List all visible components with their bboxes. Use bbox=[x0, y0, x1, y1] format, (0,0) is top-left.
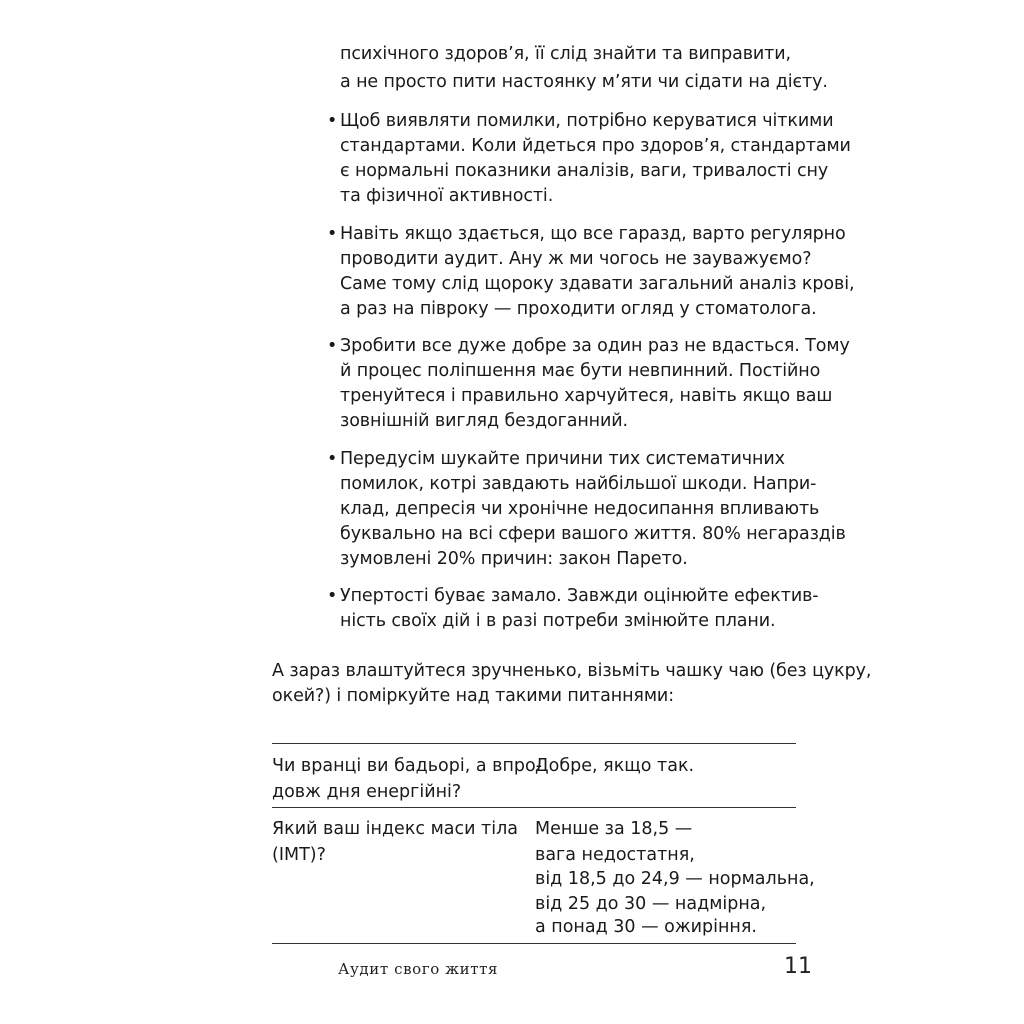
answer-cell-line: а понад 30 — ожиріння. bbox=[535, 917, 757, 937]
text-line: Щоб виявляти помилки, потрібно керуватися чіткими bbox=[340, 111, 834, 131]
table-rule-middle bbox=[272, 807, 796, 808]
answer-cell-line: від 25 до 30 — надмірна, bbox=[535, 894, 767, 914]
table-rule-top bbox=[272, 743, 796, 744]
answer-cell-line: вага недостатня, bbox=[535, 845, 695, 865]
text-line: окей?) і поміркуйте над такими питаннями: bbox=[272, 686, 675, 706]
text-line: а не просто пити настоянку м’яти чи сідати на дієту. bbox=[340, 72, 828, 92]
text-line: зумовлені 20% причин: закон Парето. bbox=[340, 549, 688, 569]
text-line: а раз на півроку — проходити огляд у стоматолога. bbox=[340, 299, 817, 319]
text-line: Саме тому слід щороку здавати загальний аналіз крові, bbox=[340, 274, 855, 294]
text-line: психічного здоров’я, її слід знайти та виправити, bbox=[340, 44, 792, 64]
text-line: А зараз влаштуйтеся зручненько, візьміть чашку чаю (без цукру, bbox=[272, 661, 872, 681]
page-number: 11 bbox=[784, 954, 812, 979]
text-line: ність своїх дій і в разі потреби змінюйте плани. bbox=[340, 611, 776, 631]
running-title: Аудит свого життя bbox=[338, 960, 499, 978]
text-line: буквально на всі сфери вашого життя. 80% негараздів bbox=[340, 524, 846, 544]
table-rule-bottom bbox=[272, 943, 796, 944]
text-line: та фізичної активності. bbox=[340, 186, 554, 206]
text-line: помилок, котрі завдають найбільшої шкоди. Напри- bbox=[340, 474, 817, 494]
bullet-marker: • bbox=[327, 586, 338, 606]
answer-cell-line: від 18,5 до 24,9 — нормальна, bbox=[535, 869, 815, 889]
text-line: Зробити все дуже добре за один раз не вдасться. Тому bbox=[340, 336, 850, 356]
text-line: й процес поліпшення має бути невпинний. Постійно bbox=[340, 361, 821, 381]
text-line: клад, депресія чи хронічне недосипання впливають bbox=[340, 499, 820, 519]
bullet-marker: • bbox=[327, 224, 338, 244]
bullet-marker: • bbox=[327, 449, 338, 469]
text-line: проводити аудит. Ану ж ми чогось не зауважуємо? bbox=[340, 249, 812, 269]
text-line: Передусім шукайте причини тих систематичних bbox=[340, 449, 785, 469]
bullet-marker: • bbox=[327, 111, 338, 131]
text-line: є нормальні показники аналізів, ваги, тривалості сну bbox=[340, 161, 829, 181]
text-line: тренуйтеся і правильно харчуйтеся, навіть якщо ваш bbox=[340, 386, 833, 406]
text-line: Упертості буває замало. Завжди оцінюйте ефектив- bbox=[340, 586, 819, 606]
question-cell-line: (ІМТ)? bbox=[272, 845, 326, 865]
bullet-marker: • bbox=[327, 336, 338, 356]
question-cell-line: Який ваш індекс маси тіла bbox=[272, 819, 519, 839]
answer-cell-line: Менше за 18,5 — bbox=[535, 819, 693, 839]
text-line: стандартами. Коли йдеться про здоров’я, стандартами bbox=[340, 136, 851, 156]
text-line: Навіть якщо здається, що все гаразд, варто регулярно bbox=[340, 224, 846, 244]
question-cell-line: довж дня енергійні? bbox=[272, 782, 462, 802]
text-line: зовнішній вигляд бездоганний. bbox=[340, 411, 629, 431]
answer-cell-line: Добре, якщо так. bbox=[535, 756, 695, 776]
question-cell-line: Чи вранці ви бадьорі, а впро- bbox=[272, 756, 543, 776]
